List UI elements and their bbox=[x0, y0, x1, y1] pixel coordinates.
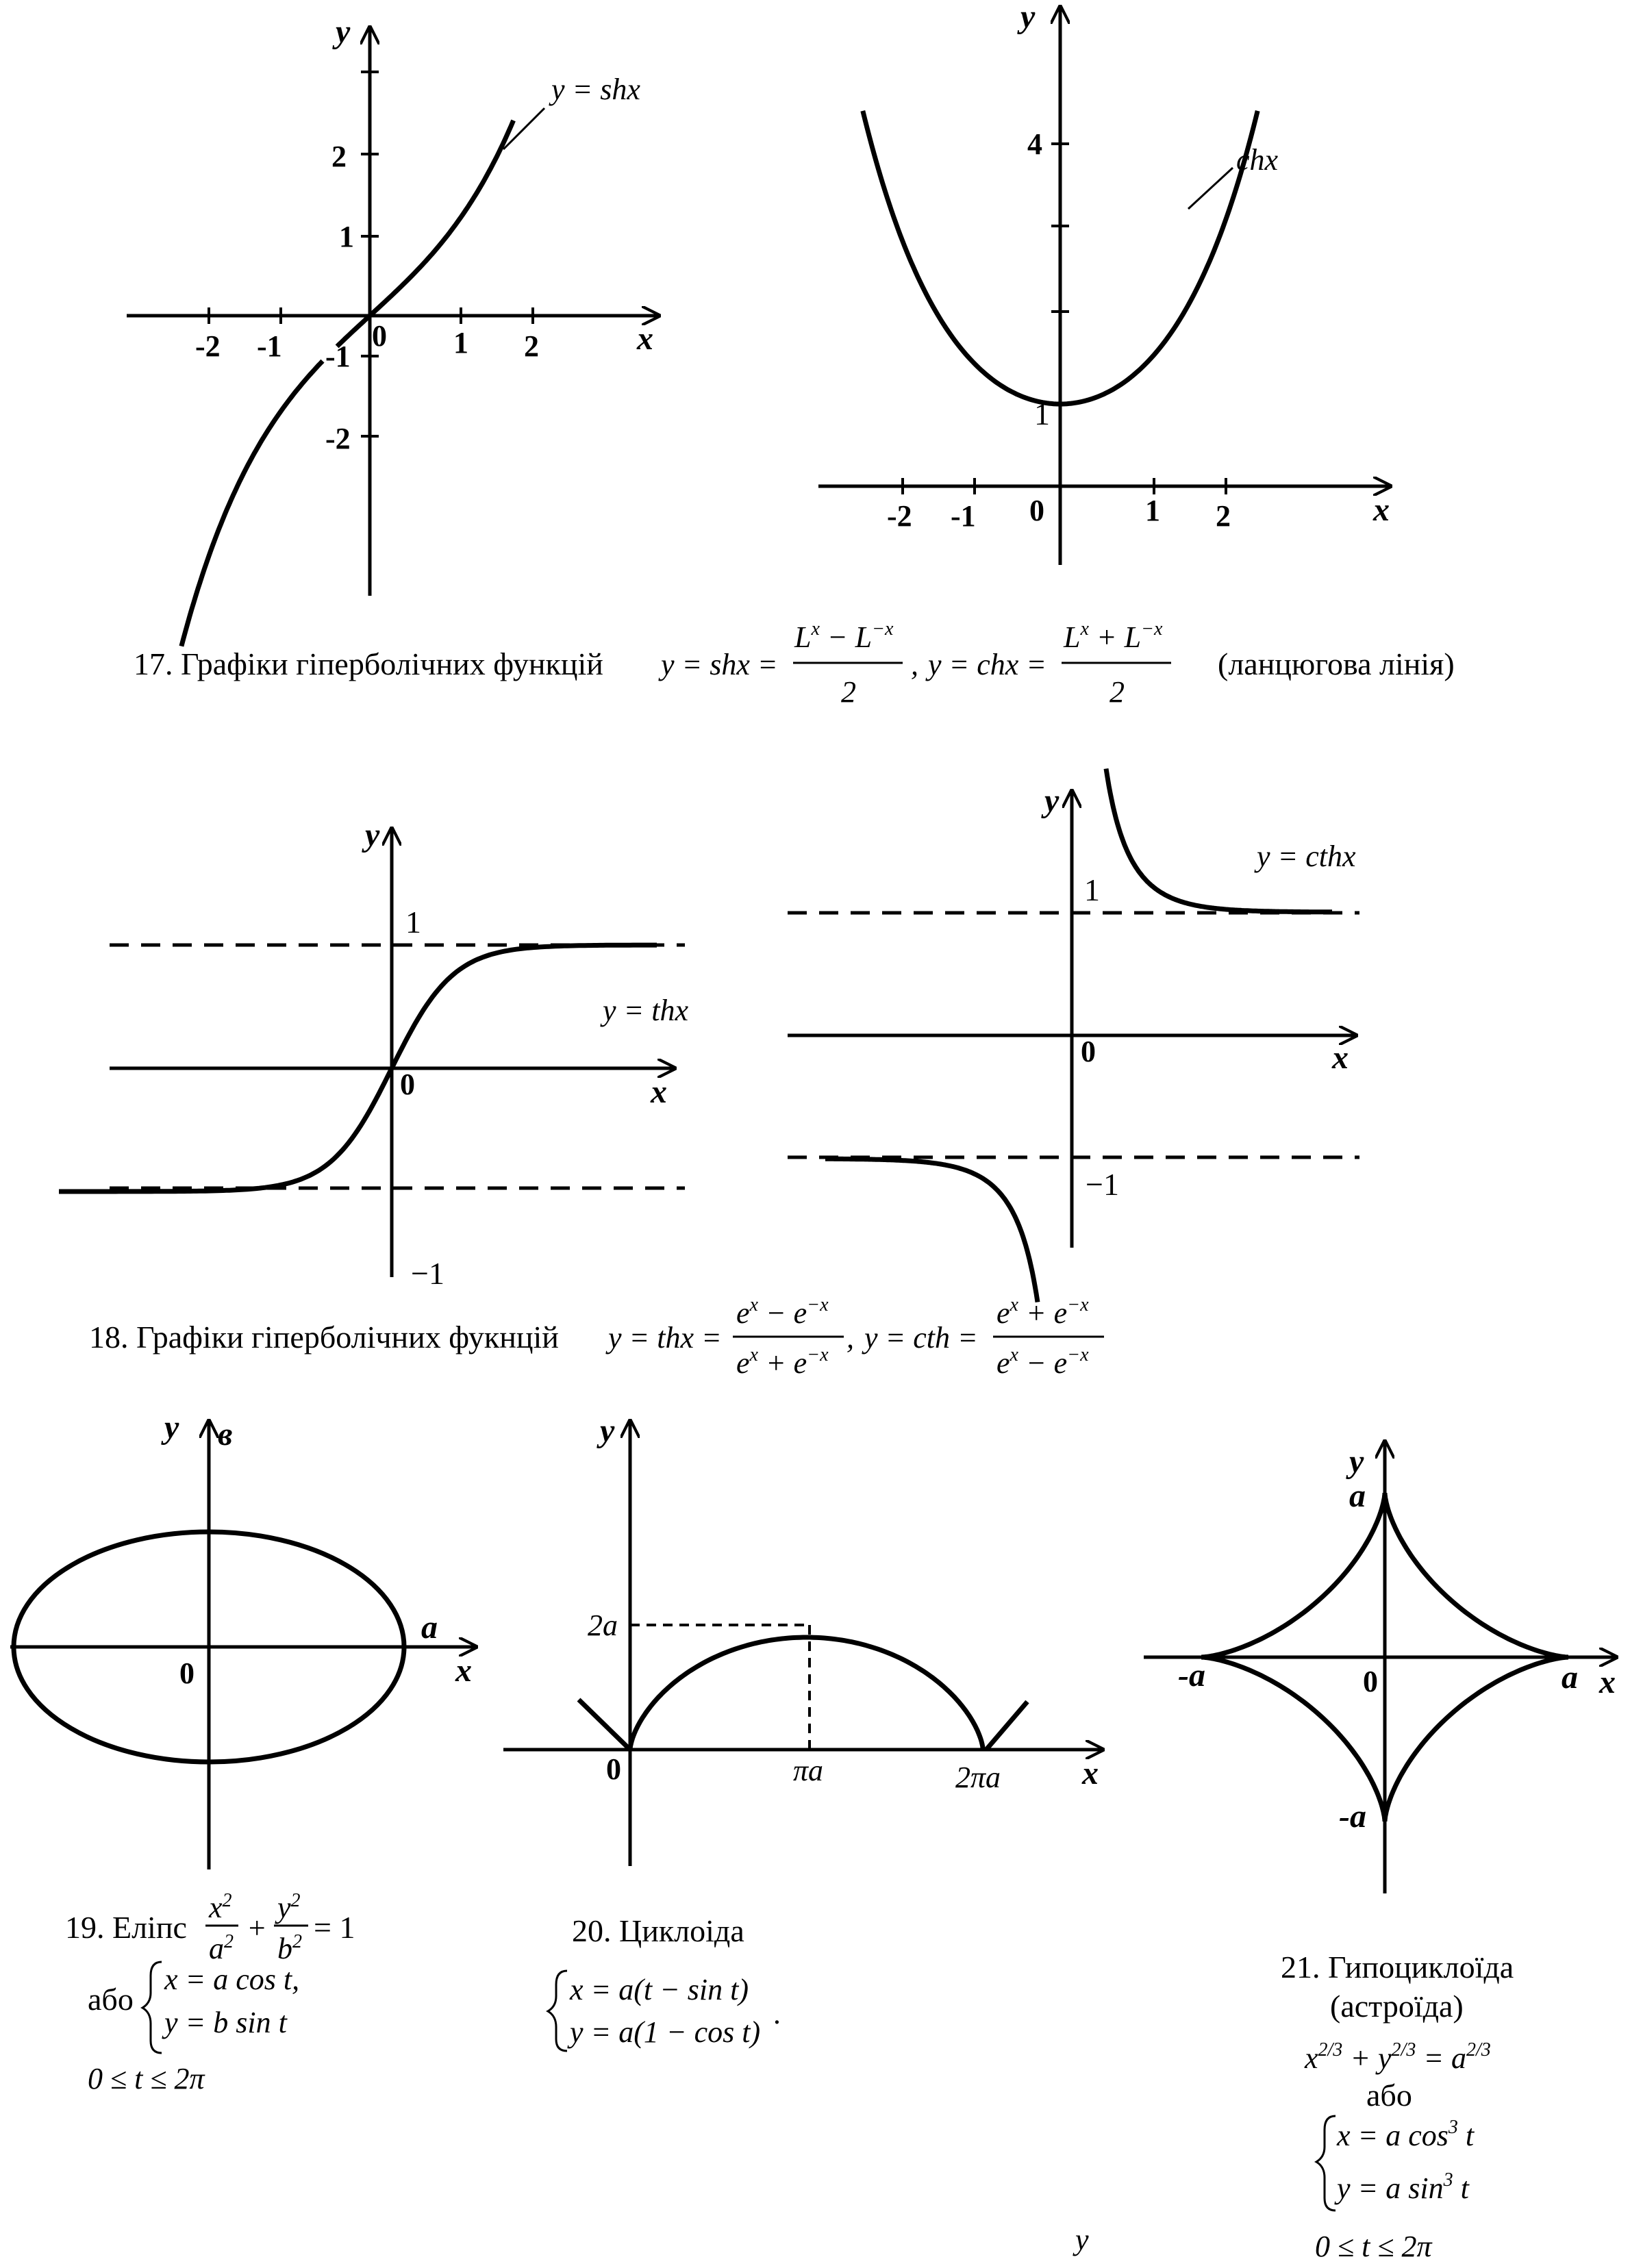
caption-17 bbox=[134, 618, 1455, 709]
sinh-tick-y-m2: -2 bbox=[325, 422, 351, 455]
caption-19-or: або bbox=[88, 1982, 134, 2017]
ellipse-b-label: в bbox=[218, 1416, 233, 1452]
sinh-y-label: y bbox=[336, 14, 351, 50]
sinh-x-label: x bbox=[637, 320, 653, 357]
caption-21-line2: y = a $\sin^3 t$ bbox=[1337, 2169, 1469, 2205]
astroid-origin: 0 bbox=[1363, 1665, 1378, 1698]
astroid-a-left: -a bbox=[1178, 1657, 1205, 1693]
cosh-label-leader bbox=[1188, 168, 1233, 209]
sinh-tick-y-m1: -1 bbox=[325, 340, 351, 373]
caption-17-ch-num: $L^x + L^{-x}$ bbox=[1064, 618, 1163, 654]
sinh-curve-label: y = shx bbox=[551, 73, 640, 106]
cycloid-curve bbox=[630, 1637, 983, 1750]
cosh-y-label: y bbox=[1020, 0, 1036, 35]
caption-20 bbox=[548, 1913, 781, 2051]
cosh-graph bbox=[818, 0, 1390, 565]
sinh-tick-x4: 2 bbox=[524, 329, 539, 363]
ellipse-x-label: x bbox=[455, 1652, 472, 1689]
caption-17-sh-lhs: y = shx = bbox=[661, 648, 778, 681]
caption-17-ch-lhs: y = chx = bbox=[928, 648, 1046, 681]
cycloid-x-label: x bbox=[1082, 1755, 1099, 1791]
cosh-tick-y4: 4 bbox=[1027, 127, 1042, 161]
cosh-tick-x3: 1 bbox=[1145, 494, 1160, 527]
coth-origin: 0 bbox=[1081, 1035, 1096, 1068]
caption-19-frac2-num: $y^2$ bbox=[277, 1890, 301, 1924]
caption-18-cth-den: $e^x - e^{-x}$ bbox=[996, 1344, 1089, 1380]
ellipse-origin: 0 bbox=[179, 1656, 195, 1690]
caption-19-eq-rhs: = 1 bbox=[314, 1910, 355, 1945]
astroid-a-top: a bbox=[1349, 1478, 1366, 1514]
cosh-tick-y1: 1 bbox=[1034, 396, 1050, 431]
astroid-a-right: a bbox=[1562, 1659, 1578, 1696]
caption-20-brace bbox=[548, 1971, 567, 2051]
caption-17-suffix: (ланцюгова лінія) bbox=[1218, 646, 1455, 681]
caption-18-th-num: $e^x - e^{-x}$ bbox=[736, 1294, 829, 1330]
caption-21-title: 21. Гипоциклоїда bbox=[1281, 1950, 1514, 1985]
caption-21-subtitle: (астроїда) bbox=[1330, 1989, 1464, 2024]
caption-21-or: або bbox=[1366, 2078, 1412, 2113]
astroid-y-label: y bbox=[1349, 1444, 1364, 1480]
caption-19-range: 0 ≤ t ≤ 2π bbox=[88, 2062, 205, 2095]
cycloid-label-pia: πa bbox=[793, 1754, 824, 1787]
caption-20-line1: x = a(t − sin t) bbox=[570, 1973, 749, 2006]
sinh-curve bbox=[181, 121, 514, 646]
caption-18-cth-num: $e^x + e^{-x}$ bbox=[996, 1294, 1089, 1330]
ellipse-y-label: y bbox=[164, 1409, 179, 1446]
sinh-tick-x0: -2 bbox=[195, 329, 221, 363]
tanh-tick-one: 1 bbox=[405, 905, 421, 940]
astroid-x-label: x bbox=[1599, 1664, 1616, 1700]
tanh-curve-label: y = thx bbox=[603, 994, 688, 1027]
caption-21-equation: $x^{2/3} + y^{2/3} = a^{2/3}$ bbox=[1305, 2039, 1491, 2075]
tanh-graph bbox=[59, 817, 688, 1291]
astroid-a-bottom: -a bbox=[1339, 1798, 1366, 1835]
sinh-tick-x1: -1 bbox=[257, 329, 282, 363]
coth-tick-minus-one: −1 bbox=[1086, 1167, 1119, 1202]
caption-19-line2: y = b sin t bbox=[164, 2006, 287, 2039]
caption-18-prefix: 18. Графіки гіперболічних фукнцій bbox=[89, 1320, 559, 1354]
caption-18-th-den: $e^x + e^{-x}$ bbox=[736, 1344, 829, 1380]
caption-17-sh-den: 2 bbox=[841, 675, 856, 709]
caption-19-frac1-den: $a^2$ bbox=[209, 1931, 234, 1965]
cycloid-label-2pia: 2πa bbox=[955, 1761, 1001, 1794]
cosh-tick-x1: -1 bbox=[951, 499, 976, 533]
cycloid-origin: 0 bbox=[606, 1752, 621, 1786]
sinh-tick-y-2: 2 bbox=[331, 140, 347, 173]
sinh-graph bbox=[127, 14, 659, 646]
caption-21-brace bbox=[1316, 2116, 1336, 2210]
caption-21-range: 0 ≤ t ≤ 2π bbox=[1315, 2230, 1432, 2263]
sinh-tick-x3: 1 bbox=[453, 326, 468, 360]
caption-19-frac1-num: $x^2$ bbox=[209, 1890, 232, 1924]
caption-18-sep: , bbox=[847, 1321, 854, 1354]
caption-19-brace bbox=[142, 1962, 162, 2053]
caption-18-th-lhs: y = thx = bbox=[608, 1321, 722, 1354]
coth-x-label: x bbox=[1332, 1040, 1349, 1076]
caption-19 bbox=[65, 1890, 355, 2095]
tanh-origin: 0 bbox=[400, 1068, 415, 1101]
sinh-tick-origin: 0 bbox=[372, 319, 387, 353]
tanh-y-label: y bbox=[365, 817, 380, 853]
caption-20-end: . bbox=[774, 1997, 781, 2030]
coth-curve-left bbox=[825, 1159, 1038, 1302]
coth-y-label: y bbox=[1044, 783, 1060, 819]
tanh-x-label: x bbox=[651, 1074, 667, 1110]
caption-17-sh-num: $L^x - L^{-x}$ bbox=[794, 618, 894, 654]
ellipse-graph bbox=[10, 1409, 476, 1869]
caption-17-prefix: 17. Графіки гіперболічних функцій bbox=[134, 646, 603, 681]
caption-19-plus: + bbox=[247, 1911, 267, 1945]
stray-y-label: y bbox=[1075, 2223, 1089, 2256]
caption-19-line1: x = a cos t, bbox=[164, 1963, 300, 1996]
caption-18 bbox=[89, 1294, 1104, 1380]
cycloid-left-tail bbox=[579, 1700, 630, 1750]
cycloid-graph bbox=[503, 1413, 1103, 1866]
caption-19-frac2-den: $b^2$ bbox=[277, 1931, 302, 1965]
caption-21 bbox=[1281, 1950, 1514, 2263]
caption-17-sep: , bbox=[911, 648, 918, 681]
cycloid-y-label: y bbox=[600, 1413, 615, 1449]
ellipse-a-label: a bbox=[421, 1609, 438, 1646]
cosh-tick-x0: -2 bbox=[887, 499, 912, 533]
cosh-x-label: x bbox=[1373, 492, 1390, 528]
astroid-graph bbox=[1144, 1441, 1616, 1893]
caption-19-title: 19. Еліпс bbox=[65, 1910, 187, 1945]
coth-tick-one: 1 bbox=[1084, 872, 1100, 907]
cosh-tick-x4: 2 bbox=[1216, 499, 1231, 533]
caption-20-line2: y = a(1 − cos t) bbox=[570, 2015, 761, 2049]
cycloid-right-tail bbox=[986, 1702, 1027, 1750]
caption-18-cth-lhs: y = cth = bbox=[864, 1321, 978, 1354]
cosh-curve-label: chx bbox=[1236, 143, 1279, 177]
coth-curve-label: y = cthx bbox=[1257, 840, 1356, 873]
cycloid-label-2a: 2a bbox=[588, 1609, 618, 1642]
caption-17-ch-den: 2 bbox=[1109, 675, 1125, 709]
caption-21-line1: x = a $\cos^3 t$ bbox=[1337, 2117, 1475, 2152]
cosh-tick-origin: 0 bbox=[1029, 494, 1044, 527]
sinh-tick-y-1: 1 bbox=[339, 220, 354, 253]
caption-20-title: 20. Циклоіда bbox=[572, 1913, 744, 1948]
coth-graph bbox=[788, 769, 1359, 1302]
tanh-tick-minus-one: −1 bbox=[411, 1256, 444, 1291]
